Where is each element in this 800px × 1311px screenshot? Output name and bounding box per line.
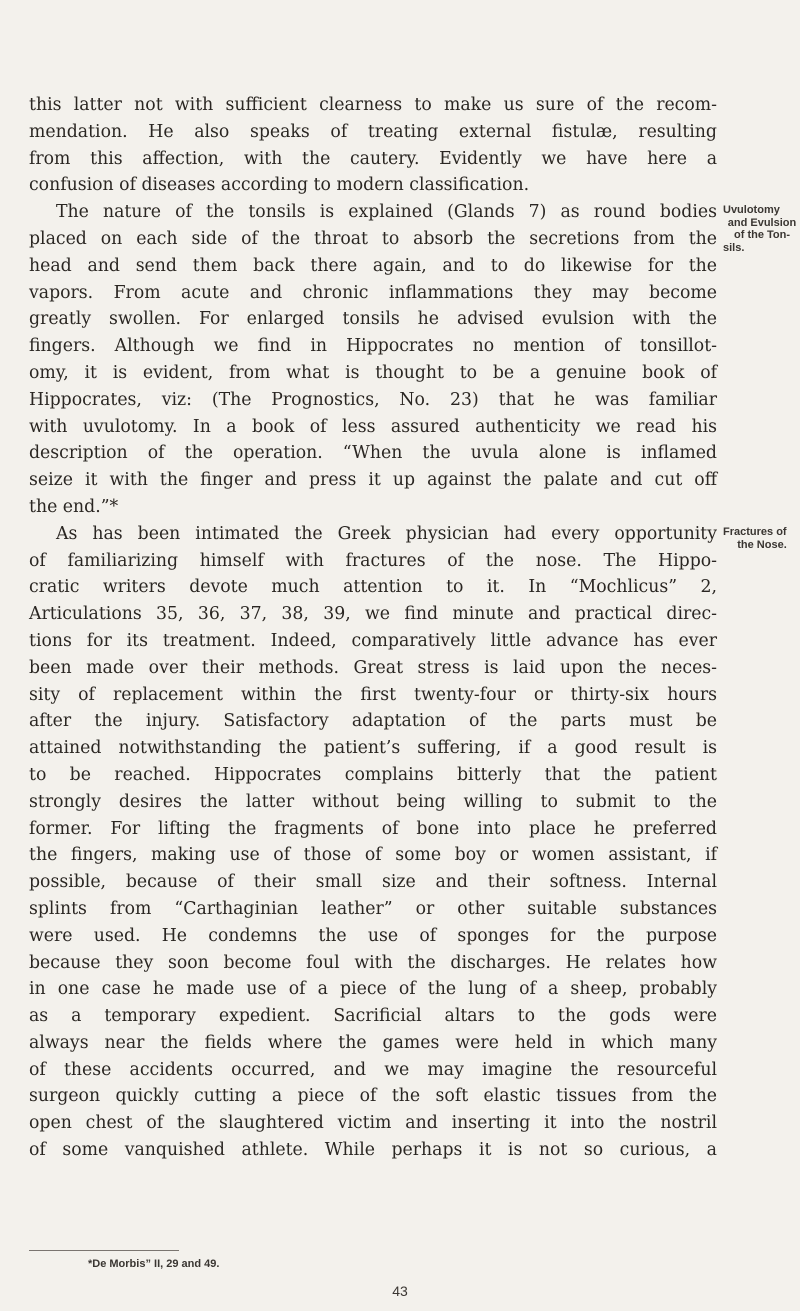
margin-note-line: the Nose. xyxy=(737,538,787,551)
text-line: mendation. He also speaks of treating external fistulæ, resulting xyxy=(29,121,717,142)
margin-note-fractures xyxy=(723,526,800,551)
text-line: sity of replacement within the first twenty-four or thirty-six hours xyxy=(29,684,717,705)
text-line: head and send them back there again, and to do likewise for the xyxy=(29,255,717,276)
text-line: been made over their methods. Great stress is laid upon the neces- xyxy=(29,657,717,678)
text-line: vapors. From acute and chronic inflammations they may become xyxy=(29,282,717,303)
text-line: description of the operation. “When the uvula alone is inflamed xyxy=(29,443,717,464)
text-line: fingers. Although we find in Hippocrates no mention of tonsillot- xyxy=(29,336,717,357)
text-line: in one case he made use of a piece of the lung of a sheep, probably xyxy=(29,979,717,1000)
text-line: confusion of diseases according to modern classification. xyxy=(29,175,530,196)
text-line: from this affection, with the cautery. Evidently we have here a xyxy=(29,148,717,169)
text-line: the end.”* xyxy=(29,496,119,517)
text-line: to be reached. Hippocrates complains bitterly that the patient xyxy=(29,764,717,785)
margin-note-line: sils. xyxy=(723,241,745,254)
paragraph-start-line: The nature of the tonsils is explained (Glands 7) as round bodies xyxy=(56,202,717,223)
text-line: Articulations 35, 36, 37, 38, 39, we find minute and practical direc- xyxy=(29,604,717,625)
margin-note-line: of the Ton- xyxy=(734,229,790,241)
text-line: the fingers, making use of those of some boy or women assistant, if xyxy=(29,845,717,866)
text-line: this latter not with sufficient clearness to make us sure of the recom- xyxy=(29,95,717,115)
text-line: Hippocrates, viz: (The Prognostics, No. 23) that he was familiar xyxy=(29,389,717,410)
footnote: *De Morbis” II, 29 and 49. xyxy=(88,1258,220,1270)
text-line: after the injury. Satisfactory adaptation of the parts must be xyxy=(29,711,717,732)
paragraph-start-line: As has been intimated the Greek physician had every opportunity xyxy=(56,523,717,544)
text-line: were used. He condemns the use of sponges for the purpose xyxy=(29,925,717,946)
text-line: of familiarizing himself with fractures of the nose. The Hippo- xyxy=(29,550,717,571)
text-line: placed on each side of the throat to absorb the secretions from the xyxy=(29,228,717,249)
margin-note-line: Fractures of xyxy=(723,526,787,538)
margin-note-line: Uvulotomy xyxy=(723,204,780,216)
text-line: because they soon become foul with the discharges. He relates how xyxy=(29,952,717,973)
body-text xyxy=(29,92,717,1164)
text-line: surgeon quickly cutting a piece of the soft elastic tissues from the xyxy=(29,1086,717,1107)
text-line: of some vanquished athlete. While perhaps it is not so curious, a xyxy=(29,1140,717,1161)
text-line: greatly swollen. For enlarged tonsils he advised evulsion with the xyxy=(29,309,717,330)
text-line: with uvulotomy. In a book of less assured authenticity we read his xyxy=(29,416,717,437)
text-line: as a temporary expedient. Sacrificial altars to the gods were xyxy=(29,1006,717,1027)
footnote-divider xyxy=(29,1250,179,1251)
text-line: former. For lifting the fragments of bone into place he preferred xyxy=(29,818,717,839)
margin-note-line: and Evulsion xyxy=(727,216,797,229)
text-line: cratic writers devote much attention to it. In “Mochlicus” 2, xyxy=(29,577,717,598)
text-line: omy, it is evident, from what is thought to be a genuine book of xyxy=(29,362,717,383)
text-line: attained notwithstanding the patient’s suffering, if a good result is xyxy=(29,738,717,759)
text-line: possible, because of their small size and their softness. Internal xyxy=(29,872,717,893)
text-line: open chest of the slaughtered victim and inserting it into the nostril xyxy=(29,1113,717,1134)
text-line: tions for its treatment. Indeed, comparatively little advance has ever xyxy=(29,630,717,651)
text-line: seize it with the finger and press it up against the palate and cut off xyxy=(29,470,717,491)
margin-note-uvulotomy xyxy=(723,204,800,254)
text-line: strongly desires the latter without being willing to submit to the xyxy=(29,791,717,812)
text-line: splints from “Carthaginian leather” or other suitable substances xyxy=(29,898,717,919)
text-line: of these accidents occurred, and we may imagine the resourceful xyxy=(29,1059,717,1080)
text-line: always near the fields where the games were held in which many xyxy=(29,1032,717,1053)
page-number: 43 xyxy=(392,1283,408,1299)
